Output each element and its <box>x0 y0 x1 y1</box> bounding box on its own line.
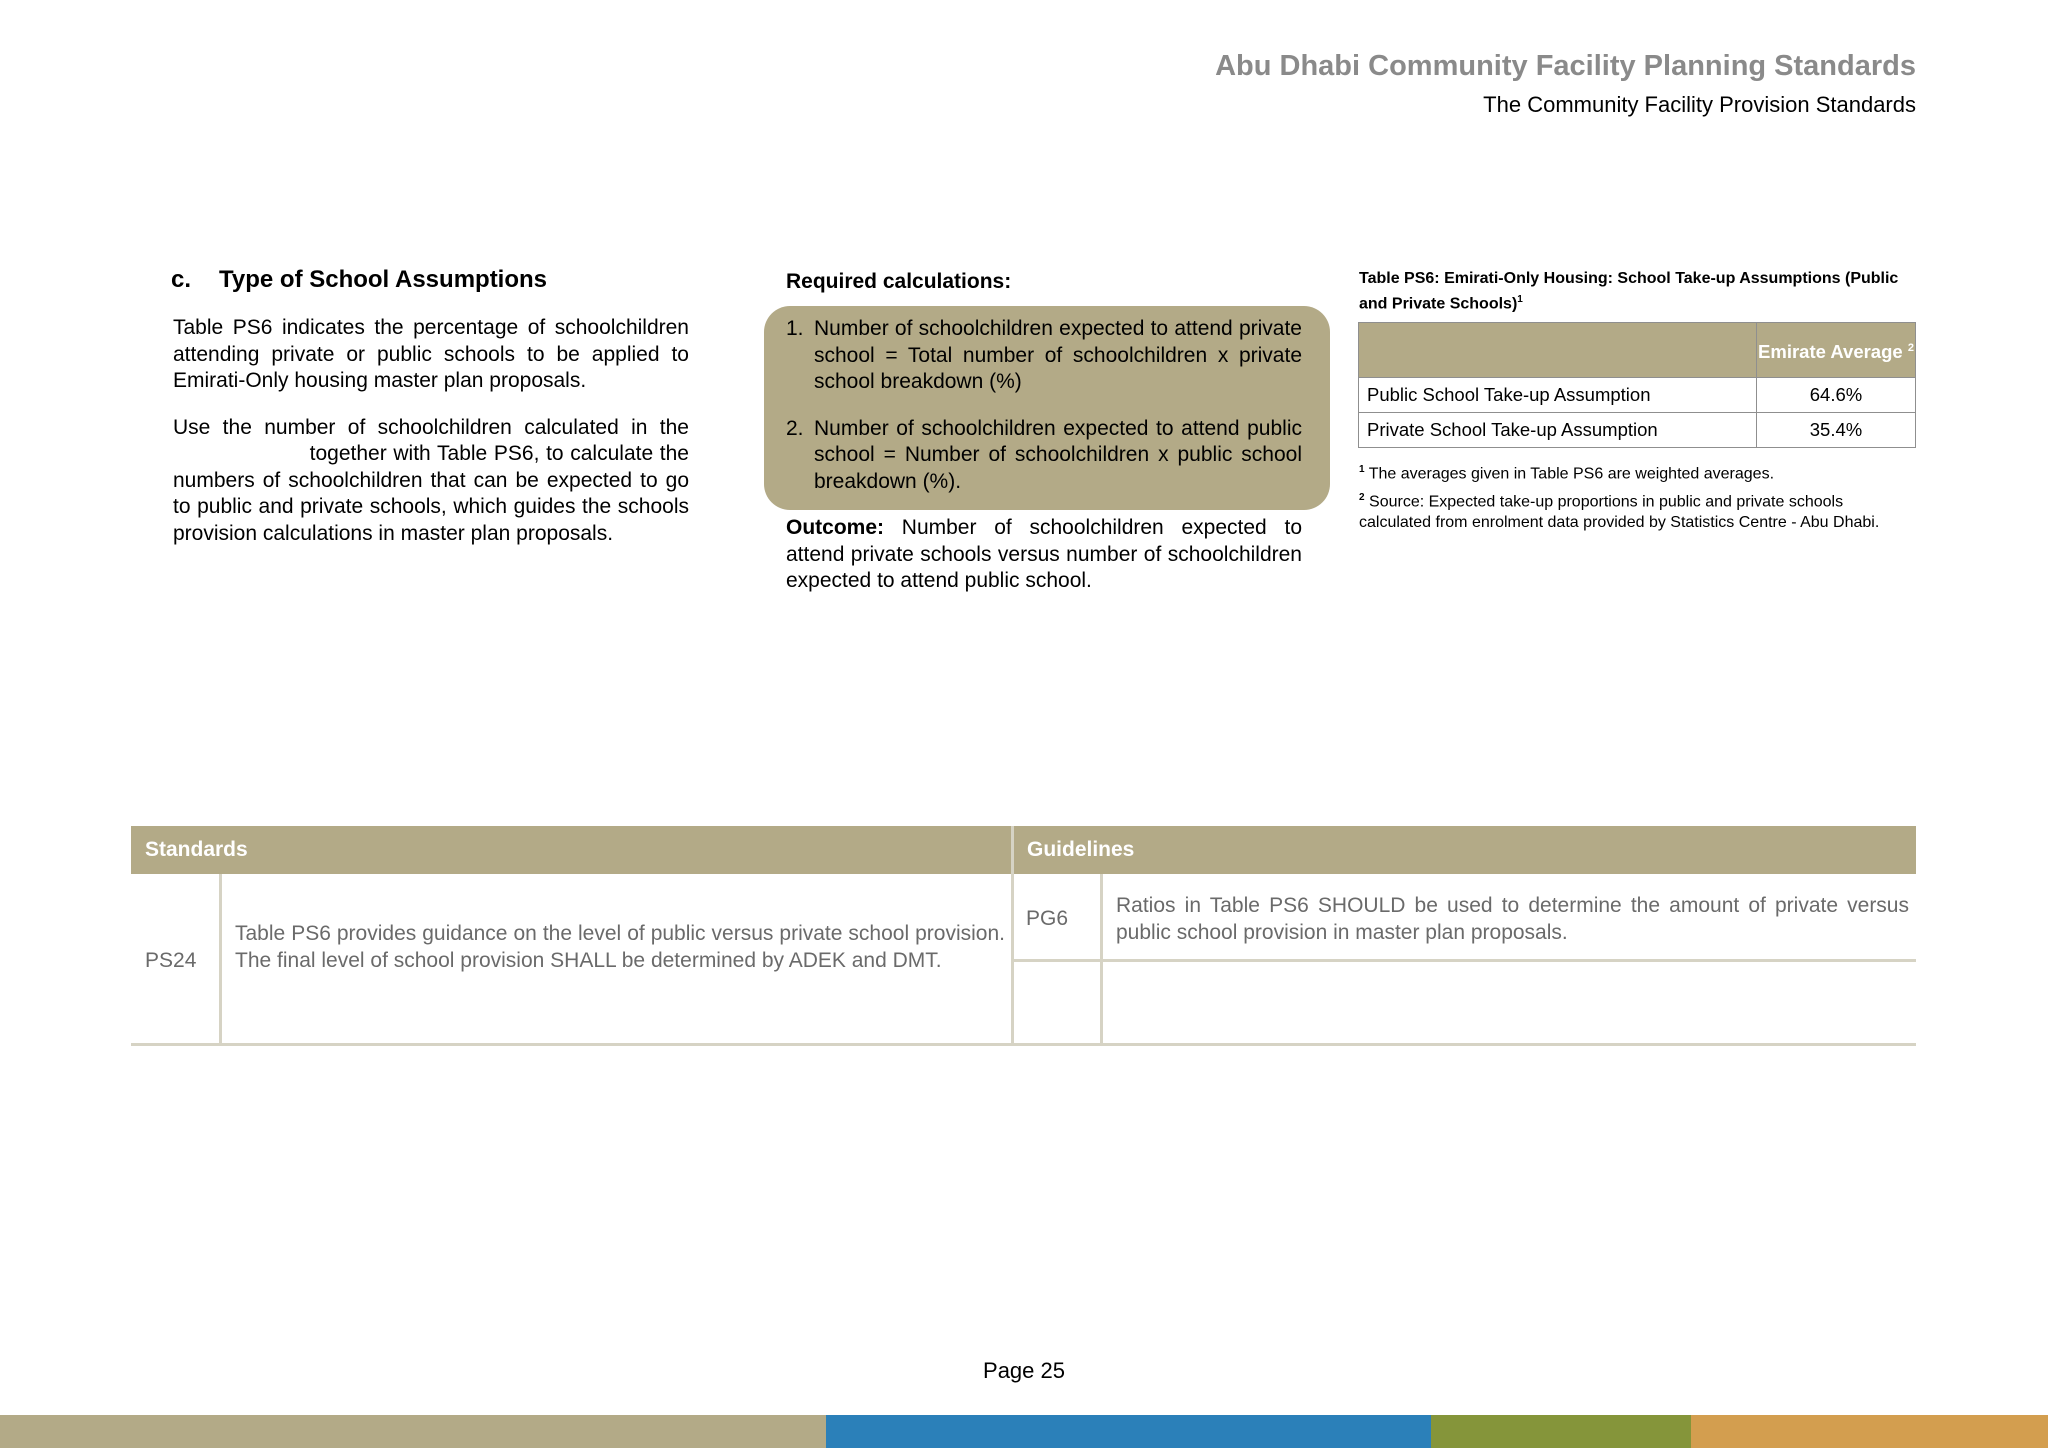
guideline-code: PG6 <box>1026 907 1069 930</box>
table-caption-footnote-mark: 1 <box>1517 294 1523 305</box>
calculation-item <box>786 416 1302 496</box>
footer-bar-segment <box>1431 1415 1691 1448</box>
section-heading-text: Type of School Assumptions <box>219 266 548 293</box>
paragraph-2-part-2: together with Table PS6, to calculate the numbers of schoolchildren that can be expected to go to public and private schools, which guides the schools provision calculations in master plan proposals. <box>173 442 689 545</box>
table-header-emirate-average <box>1757 323 1916 378</box>
table-footnotes <box>1359 460 1919 537</box>
document-title: Abu Dhabi Community Facility Planning Standards <box>1215 50 1916 82</box>
calculation-number: 1. <box>786 317 804 340</box>
footnote-2-mark: 2 <box>1359 492 1365 504</box>
footer-bar-segment <box>1691 1415 2048 1448</box>
table-header-row <box>1359 323 1916 378</box>
calculation-text: Number of schoolchildren expected to attend public school = Number of schoolchildren x public school breakdown (%). <box>814 416 1302 493</box>
guidelines-header: Guidelines <box>1013 826 1916 874</box>
header-footnote-mark: 2 <box>1907 341 1914 354</box>
section-letter: c. <box>171 266 192 293</box>
standards-column-divider <box>219 874 222 1045</box>
standard-code: PS24 <box>145 949 197 972</box>
header-emirate-average-text: Emirate Average <box>1758 341 1903 363</box>
section-body <box>173 315 689 567</box>
table-header-blank <box>1359 323 1757 378</box>
guidelines-row-divider <box>1013 959 1916 962</box>
calculation-text: Number of schoolchildren expected to attend private school = Total number of schoolchildren x private school breakdown (%) <box>814 317 1302 393</box>
table-ps6-caption <box>1359 268 1919 314</box>
table-row <box>1359 413 1916 448</box>
standards-guidelines-divider <box>1011 826 1014 1045</box>
table-ps6 <box>1358 322 1916 448</box>
footnote-1-text: The averages given in Table PS6 are weighted averages. <box>1368 465 1775 483</box>
required-calculations-heading: Required calculations: <box>786 270 1012 293</box>
standards-header: Standards <box>131 826 1011 874</box>
table-row-value: 64.6% <box>1757 378 1916 413</box>
calculation-number: 2. <box>786 416 804 440</box>
section-heading <box>171 266 547 294</box>
section-paragraph-2 <box>173 415 689 548</box>
table-row-value: 35.4% <box>1757 413 1916 448</box>
table-row-label: Public School Take-up Assumption <box>1359 378 1757 413</box>
footnote-1-mark: 1 <box>1359 464 1365 475</box>
footnote-1 <box>1359 460 1919 484</box>
guideline-text: Ratios in Table PS6 SHOULD be used to determine the amount of private versus public school provision in master plan proposals. <box>1116 894 1909 944</box>
section-paragraph-1: Table PS6 indicates the percentage of schoolchildren attending private or public schools to be applied to Emirati-Only housing master plan proposals. <box>173 316 689 392</box>
table-row <box>1359 378 1916 413</box>
calculations-list <box>786 316 1302 515</box>
table-bottom-border <box>131 1043 1916 1046</box>
table-caption-text: Table PS6: Emirati-Only Housing: School Take-up Assumptions (Public and Private Schools) <box>1359 270 1899 313</box>
footer-bar-segment <box>0 1415 826 1448</box>
outcome-text <box>786 515 1302 595</box>
page-number: Page 25 <box>983 1358 1065 1383</box>
outcome-body: Number of schoolchildren expected to attend private schools versus number of schoolchildren expected to attend public school. <box>786 516 1302 592</box>
calculation-item <box>786 316 1302 396</box>
footnote-2-text: Source: Expected take-up proportions in public and private schools calculated from enrolment data provided by Statistics Centre - Abu Dhabi. <box>1359 493 1880 531</box>
standard-text: Table PS6 provides guidance on the level of public versus private school provision. The final level of school provision SHALL be determined by ADEK and DMT. <box>235 922 1005 972</box>
outcome-label: Outcome: <box>786 516 885 539</box>
document-subtitle: The Community Facility Provision Standards <box>1483 92 1916 117</box>
table-row-label: Private School Take-up Assumption <box>1359 413 1757 448</box>
paragraph-2-part-1: Use the number of schoolchildren calculated in the <box>173 415 689 439</box>
footnote-2 <box>1359 488 1919 532</box>
footer-bar-segment <box>826 1415 1431 1448</box>
